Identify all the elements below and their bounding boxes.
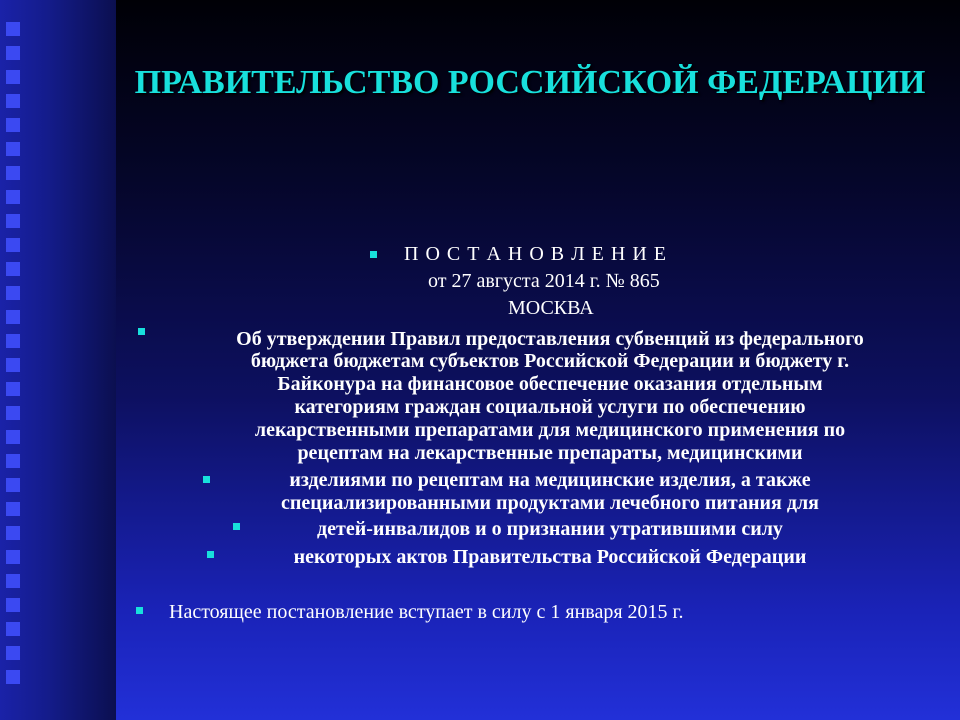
subject-line: лекарственными препаратами для медицинского применения по bbox=[254, 419, 846, 441]
subject-line: рецептам на лекарственные препараты, медицинскими bbox=[297, 442, 803, 464]
decorative-squares bbox=[6, 22, 28, 694]
subject-line: Об утверждении Правил предоставления субвенций из федерального bbox=[236, 328, 864, 350]
decree-heading: П О С Т А Н О В Л Е Н И Е bbox=[404, 243, 667, 265]
bullet-icon bbox=[138, 328, 145, 335]
decree-city: МОСКВА bbox=[508, 297, 594, 319]
subject-line: изделиями по рецептам на медицинские изделия, а также bbox=[289, 469, 811, 491]
left-decorative-stripe bbox=[0, 0, 116, 720]
bullet-icon bbox=[136, 607, 143, 614]
subject-line: бюджета бюджетам субъектов Российской Федерации и бюджету г. bbox=[250, 350, 850, 372]
subject-line: специализированными продуктами лечебного питания для bbox=[281, 492, 819, 514]
subject-line: категориям граждан социальной услуги по обеспечению bbox=[294, 396, 806, 418]
decree-date: от 27 августа 2014 г. № 865 bbox=[428, 270, 660, 292]
effective-note: Настоящее постановление вступает в силу с 1 января 2015 г. bbox=[169, 601, 684, 623]
subject-line: Байконура на финансовое обеспечение оказания отдельным bbox=[277, 373, 823, 395]
subject-line: детей-инвалидов и о признании утратившими силу bbox=[317, 518, 783, 540]
bullet-icon bbox=[370, 251, 377, 258]
slide-title: ПРАВИТЕЛЬСТВО РОССИЙСКОЙ ФЕДЕРАЦИИ bbox=[134, 64, 926, 101]
subject-line: некоторых актов Правительства Российской Федерации bbox=[293, 546, 807, 568]
